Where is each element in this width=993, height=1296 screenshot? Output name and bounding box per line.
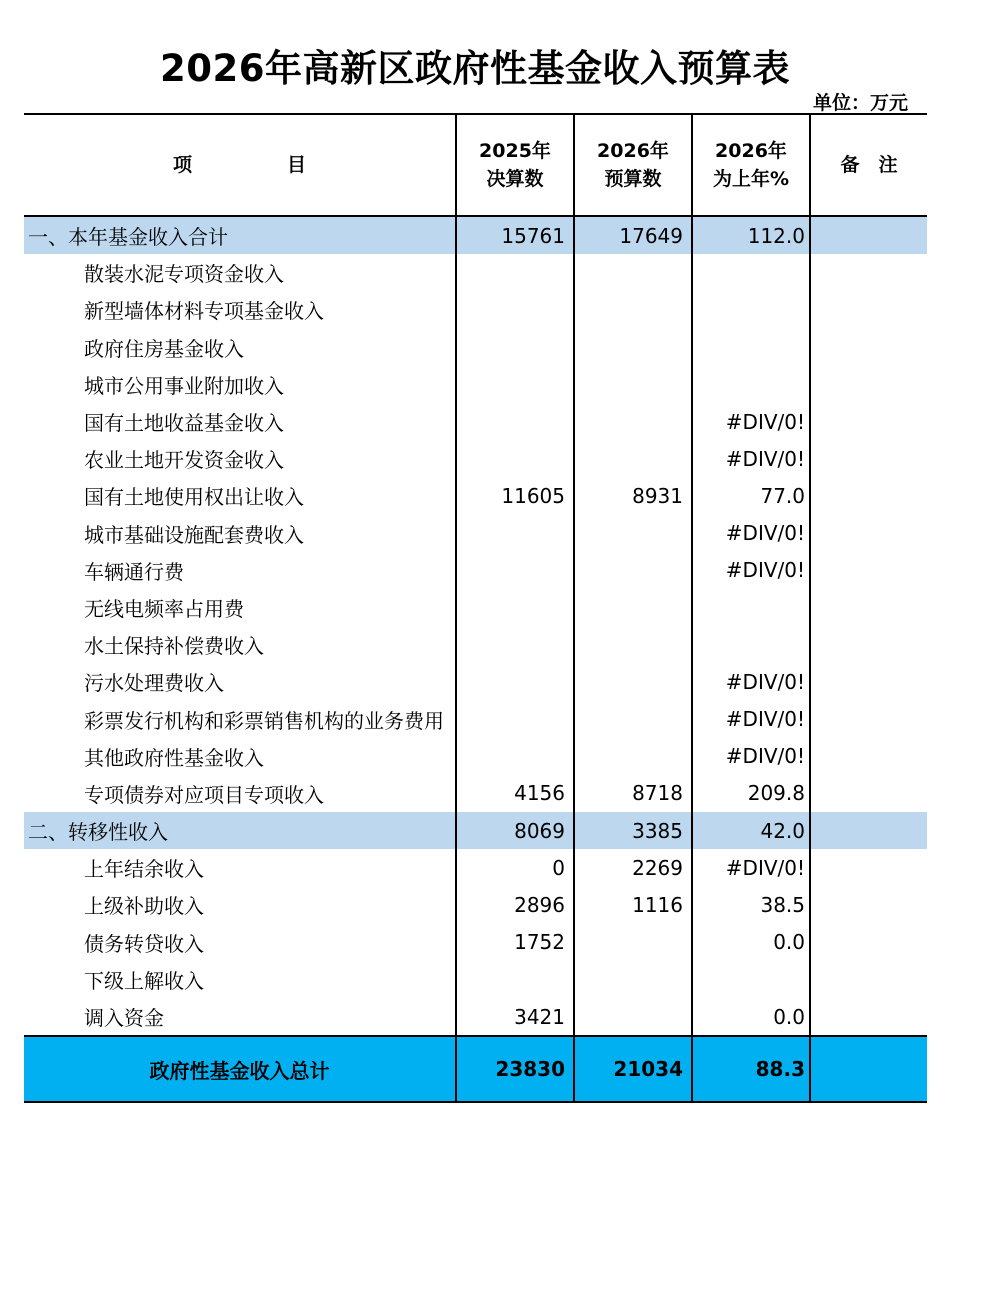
item-label: 污水处理费收入 <box>24 663 456 700</box>
section-row <box>24 216 927 254</box>
value-2026 <box>574 403 692 440</box>
item-label: 二、转移性收入 <box>24 812 456 849</box>
table-row <box>24 589 927 626</box>
value-2025 <box>456 329 574 366</box>
table-row <box>24 291 927 328</box>
value-pct: #DIV/0! <box>692 403 810 440</box>
value-note <box>810 477 927 514</box>
value-pct: 77.0 <box>692 477 810 514</box>
table-row <box>24 440 927 477</box>
value-note <box>810 998 927 1036</box>
value-note <box>810 440 927 477</box>
value-2026: 3385 <box>574 812 692 849</box>
value-2026 <box>574 552 692 589</box>
table-row <box>24 515 927 552</box>
value-note <box>810 515 927 552</box>
value-2025: 15761 <box>456 216 574 254</box>
item-label: 无线电频率占用费 <box>24 589 456 626</box>
value-note <box>810 663 927 700</box>
value-2026 <box>574 366 692 403</box>
value-note <box>810 216 927 254</box>
table-row <box>24 924 927 961</box>
table-row <box>24 738 927 775</box>
value-2026 <box>574 440 692 477</box>
table-row <box>24 329 927 366</box>
table-row <box>24 700 927 737</box>
table-row <box>24 849 927 886</box>
total-row <box>24 1036 927 1102</box>
item-label: 城市公用事业附加收入 <box>24 366 456 403</box>
value-2026 <box>574 663 692 700</box>
value-note <box>810 589 927 626</box>
value-2026 <box>574 961 692 998</box>
total-2026: 21034 <box>574 1036 692 1102</box>
header-pct: 2026年 为上年% <box>692 114 810 216</box>
value-2025 <box>456 700 574 737</box>
value-note <box>810 552 927 589</box>
value-2026: 8931 <box>574 477 692 514</box>
table-row <box>24 254 927 291</box>
value-pct <box>692 961 810 998</box>
value-pct: 0.0 <box>692 924 810 961</box>
value-note <box>810 291 927 328</box>
value-2025 <box>456 738 574 775</box>
header-2026: 2026年 预算数 <box>574 114 692 216</box>
value-2025 <box>456 961 574 998</box>
value-2025 <box>456 291 574 328</box>
item-label: 政府住房基金收入 <box>24 329 456 366</box>
header-item: 项 目 <box>24 114 456 216</box>
value-2025 <box>456 552 574 589</box>
value-2026: 8718 <box>574 775 692 812</box>
value-2026 <box>574 589 692 626</box>
value-2026: 2269 <box>574 849 692 886</box>
value-2025: 8069 <box>456 812 574 849</box>
total-note <box>810 1036 927 1102</box>
total-pct: 88.3 <box>692 1036 810 1102</box>
item-label: 调入资金 <box>24 998 456 1036</box>
item-label: 水土保持补偿费收入 <box>24 626 456 663</box>
unit-label: 单位：万元 <box>813 92 909 114</box>
item-label: 国有土地使用权出让收入 <box>24 477 456 514</box>
value-2026 <box>574 738 692 775</box>
value-pct: #DIV/0! <box>692 552 810 589</box>
page-title: 2026年高新区政府性基金收入预算表 <box>160 47 790 90</box>
value-pct <box>692 366 810 403</box>
value-2026 <box>574 254 692 291</box>
total-2025: 23830 <box>456 1036 574 1102</box>
value-note <box>810 924 927 961</box>
total-label: 政府性基金收入总计 <box>24 1036 456 1102</box>
value-note <box>810 886 927 923</box>
value-2025 <box>456 663 574 700</box>
item-label: 上级补助收入 <box>24 886 456 923</box>
value-pct: #DIV/0! <box>692 515 810 552</box>
item-label: 一、本年基金收入合计 <box>24 216 456 254</box>
value-2026 <box>574 329 692 366</box>
budget-table <box>24 113 927 1103</box>
item-label: 彩票发行机构和彩票销售机构的业务费用 <box>24 700 456 737</box>
section-row <box>24 812 927 849</box>
value-note <box>810 738 927 775</box>
value-2025: 0 <box>456 849 574 886</box>
item-label: 城市基础设施配套费收入 <box>24 515 456 552</box>
item-label: 农业土地开发资金收入 <box>24 440 456 477</box>
value-2026: 1116 <box>574 886 692 923</box>
table-row <box>24 663 927 700</box>
table-row <box>24 961 927 998</box>
item-label: 上年结余收入 <box>24 849 456 886</box>
table-row <box>24 886 927 923</box>
table-row <box>24 552 927 589</box>
value-pct <box>692 589 810 626</box>
value-2026: 17649 <box>574 216 692 254</box>
table-row <box>24 403 927 440</box>
value-2026 <box>574 626 692 663</box>
table-row <box>24 998 927 1036</box>
item-label: 国有土地收益基金收入 <box>24 403 456 440</box>
header-note: 备 注 <box>810 114 927 216</box>
item-label: 其他政府性基金收入 <box>24 738 456 775</box>
value-2026 <box>574 924 692 961</box>
value-pct: 209.8 <box>692 775 810 812</box>
value-2025: 1752 <box>456 924 574 961</box>
item-label: 债务转贷收入 <box>24 924 456 961</box>
value-2026 <box>574 515 692 552</box>
table-row <box>24 366 927 403</box>
table-row <box>24 775 927 812</box>
value-2025 <box>456 366 574 403</box>
value-pct: 38.5 <box>692 886 810 923</box>
value-pct: 42.0 <box>692 812 810 849</box>
value-note <box>810 775 927 812</box>
value-2025 <box>456 626 574 663</box>
item-label: 新型墙体材料专项基金收入 <box>24 291 456 328</box>
value-note <box>810 849 927 886</box>
item-label: 车辆通行费 <box>24 552 456 589</box>
value-pct <box>692 329 810 366</box>
value-note <box>810 961 927 998</box>
value-2026 <box>574 700 692 737</box>
value-note <box>810 366 927 403</box>
value-2026 <box>574 291 692 328</box>
value-pct <box>692 291 810 328</box>
value-2025: 11605 <box>456 477 574 514</box>
value-note <box>810 626 927 663</box>
value-pct: #DIV/0! <box>692 849 810 886</box>
value-pct: #DIV/0! <box>692 738 810 775</box>
value-pct: #DIV/0! <box>692 440 810 477</box>
value-2026 <box>574 998 692 1036</box>
table-row <box>24 477 927 514</box>
table-row <box>24 626 927 663</box>
value-2025 <box>456 589 574 626</box>
header-row <box>24 114 927 216</box>
value-2025 <box>456 403 574 440</box>
value-2025 <box>456 515 574 552</box>
value-pct <box>692 626 810 663</box>
value-note <box>810 812 927 849</box>
value-2025: 2896 <box>456 886 574 923</box>
item-label: 下级上解收入 <box>24 961 456 998</box>
value-pct: #DIV/0! <box>692 700 810 737</box>
value-pct: 112.0 <box>692 216 810 254</box>
value-note <box>810 254 927 291</box>
header-2025: 2025年 决算数 <box>456 114 574 216</box>
value-2025: 4156 <box>456 775 574 812</box>
value-2025 <box>456 254 574 291</box>
value-pct: 0.0 <box>692 998 810 1036</box>
item-label: 散装水泥专项资金收入 <box>24 254 456 291</box>
value-note <box>810 403 927 440</box>
value-2025: 3421 <box>456 998 574 1036</box>
item-label: 专项债券对应项目专项收入 <box>24 775 456 812</box>
value-note <box>810 700 927 737</box>
value-pct: #DIV/0! <box>692 663 810 700</box>
value-pct <box>692 254 810 291</box>
value-note <box>810 329 927 366</box>
value-2025 <box>456 440 574 477</box>
